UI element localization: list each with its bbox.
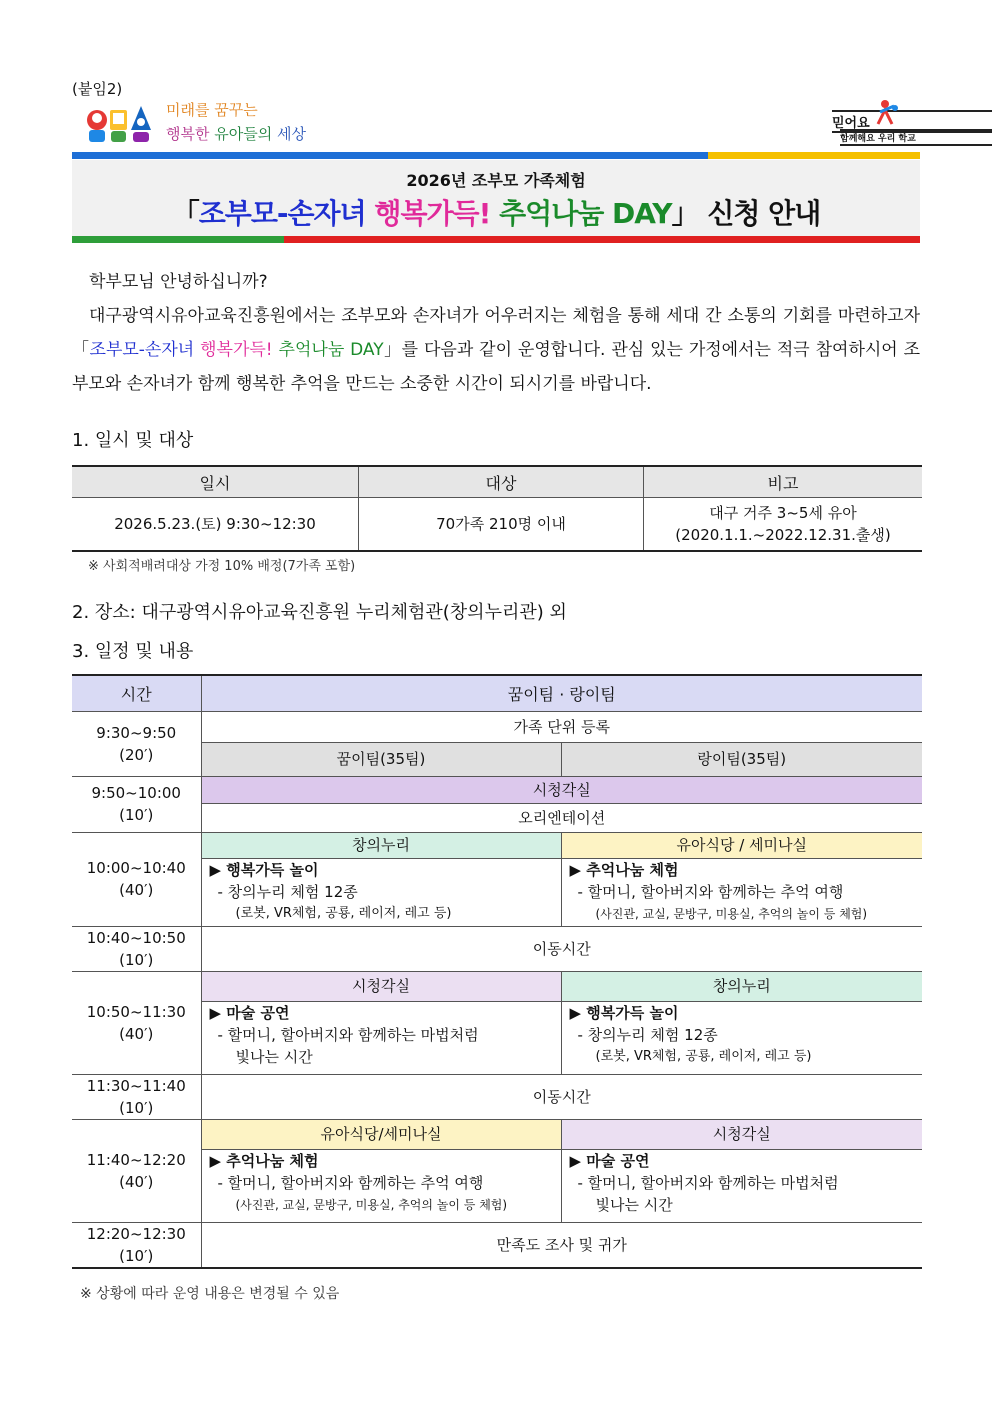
time-cell-4 — [72, 926, 201, 971]
duration: (40′) — [119, 1024, 154, 1043]
col-target: 대상 — [359, 466, 644, 498]
intro-quote-close: 」 — [383, 340, 402, 360]
section2-heading: 2. 장소: 대구광역시유아교육진흥원 누리체험관(창의누리관) 외 — [72, 602, 567, 623]
activity-extra: 빛나는 시간 — [235, 1047, 313, 1066]
time-cell-1 — [72, 711, 201, 776]
time: 11:30~11:40 — [86, 1076, 186, 1095]
top-color-bar — [72, 152, 920, 159]
moving-time-cell: 이동시간 — [201, 926, 922, 971]
activity-title: ▶ 추억나눔 체험 — [210, 1150, 561, 1172]
activity-title: ▶ 추억나눔 체험 — [570, 859, 923, 881]
activity-desc: - 할머니, 할아버지와 함께하는 추억 여행 — [577, 882, 844, 901]
slogan-word-children: 유아들의 — [214, 125, 273, 143]
duration: (10′) — [119, 1098, 154, 1117]
intro-event-part3: 추억나눔 DAY — [278, 340, 384, 360]
place-b: 시청각실 — [561, 1119, 922, 1149]
activity-extra: 빛나는 시간 — [595, 1195, 673, 1214]
activity-title: ▶ 마술 공연 — [210, 1002, 561, 1024]
place-a: 유아식당/세미나실 — [201, 1119, 561, 1149]
slogan-word-happy: 행복한 — [166, 125, 210, 143]
activity-b — [561, 1001, 922, 1074]
title-close-bracket: 」 — [671, 197, 699, 230]
section3-heading: 3. 일정 및 내용 — [72, 641, 194, 662]
section1-heading: 1. 일시 및 대상 — [72, 430, 194, 451]
time-cell-6 — [72, 1074, 201, 1119]
remark-line1: 대구 거주 3~5세 유아 — [709, 504, 857, 522]
intro-body-1: 대구광역시유아교육진흥원에서는 조부모와 손자녀가 어우러지는 체험을 통해 세대 간 소통의 기회를 마련하고자 — [89, 306, 920, 326]
activity-desc: - 창의누리 체험 12종 — [577, 1025, 718, 1044]
intro-event-part1: 조부모-손자녀 — [89, 340, 195, 360]
activity-title: ▶ 마술 공연 — [570, 1150, 923, 1172]
greeting: 학부모님 안녕하십니까? — [89, 272, 268, 292]
target-value: 70가족 210명 이내 — [359, 498, 644, 552]
section1-note: ※ 사회적배려대상 가정 10% 배정(7가족 포함) — [88, 559, 356, 574]
time: 12:20~12:30 — [86, 1224, 186, 1243]
col-date: 일시 — [72, 466, 359, 498]
activity-b — [561, 1149, 922, 1222]
activity-title: ▶ 행복가득 놀이 — [210, 859, 561, 881]
duration: (40′) — [119, 1172, 154, 1191]
slogan-word-world: 세상 — [277, 125, 306, 143]
brand-line1: 믿어요 — [832, 110, 992, 133]
team-b-header: 랑이팀(35팀) — [561, 742, 922, 776]
activity-b — [561, 858, 922, 926]
registration-cell: 가족 단위 등록 — [201, 711, 922, 742]
time: 10:00~10:40 — [86, 859, 186, 877]
time-cell-3 — [72, 832, 201, 926]
activity-desc: - 할머니, 할아버지와 함께하는 마법처럼 — [577, 1173, 839, 1192]
time-cell-2 — [72, 776, 201, 832]
col-teams: 꿈이팀 · 랑이팀 — [201, 675, 922, 711]
activity-title: ▶ 행복가득 놀이 — [570, 1002, 923, 1024]
activity-desc: - 창의누리 체험 12종 — [217, 882, 358, 901]
place-cell: 시청각실 — [201, 776, 922, 803]
col-remark: 비고 — [644, 466, 923, 498]
duration: (10′) — [119, 806, 154, 824]
duration: (40′) — [119, 881, 154, 899]
people-icon — [876, 98, 900, 126]
activity-extra: (사진관, 교실, 문방구, 미용실, 추억의 놀이 등 체험) — [595, 906, 868, 921]
brand-line2: 함께해요 우리 학교 — [840, 129, 992, 146]
duration: (10′) — [119, 1246, 154, 1265]
duration: (10′) — [119, 950, 154, 969]
intro-text — [72, 265, 920, 401]
kids-mascot-logo — [85, 98, 151, 144]
schedule-note: ※ 상황에 따라 운영 내용은 변경될 수 있음 — [80, 1286, 340, 1302]
moving-time-cell: 이동시간 — [201, 1074, 922, 1119]
title-part1: 조부모-손자녀 — [198, 197, 366, 230]
slogan-line1: 미래를 꿈꾸는 — [166, 101, 258, 119]
place-a: 창의누리 — [201, 832, 561, 858]
intro-body-2: 를 다음과 같이 운영합니다. 관심 있는 가정에서는 적극 참여하시어 조부모와 손자녀가 함께 행복한 추억을 만드는 소중한 시간이 되시기를 바랍니다. — [72, 340, 921, 394]
remark-value — [644, 498, 923, 552]
activity-extra: (로봇, VR체험, 공룡, 레이저, 레고 등) — [235, 905, 452, 921]
banner-subtitle: 2026년 조부모 가족체험 — [406, 171, 586, 190]
title-open-bracket: 「 — [171, 197, 199, 230]
time: 10:40~10:50 — [86, 928, 186, 947]
attachment-label: (붙임2) — [72, 80, 123, 98]
survey-cell: 만족도 조사 및 귀가 — [201, 1222, 922, 1268]
place-a: 시청각실 — [201, 971, 561, 1001]
orientation-cell: 오리엔테이션 — [201, 803, 922, 832]
remark-line2: (2020.1.1.~2022.12.31.출생) — [675, 526, 891, 544]
intro-event-part2: 행복가득! — [200, 340, 273, 360]
place-b: 유아식당 / 세미나실 — [561, 832, 922, 858]
place-b: 창의누리 — [561, 971, 922, 1001]
banner-title — [72, 192, 920, 232]
activity-desc: - 할머니, 할아버지와 함께하는 추억 여행 — [217, 1173, 484, 1192]
time: 9:30~9:50 — [96, 723, 177, 742]
title-part3: 추억나눔 DAY — [499, 197, 672, 230]
brand-logo — [832, 98, 922, 144]
title-part2: 행복가득! — [374, 197, 491, 230]
title-banner — [72, 160, 920, 236]
activity-a — [201, 1149, 561, 1222]
time-cell-7 — [72, 1119, 201, 1222]
date-value: 2026.5.23.(토) 9:30~12:30 — [72, 498, 359, 552]
intro-body — [72, 299, 920, 401]
title-tail: 신청 안내 — [707, 197, 821, 230]
bottom-color-bar — [72, 236, 920, 243]
intro-quote-open: 「 — [72, 340, 90, 360]
slogan — [166, 98, 306, 146]
time: 9:50~10:00 — [91, 784, 181, 802]
time: 11:40~12:20 — [86, 1150, 186, 1169]
duration: (20′) — [119, 745, 154, 764]
activity-extra: (사진관, 교실, 문방구, 미용실, 추억의 놀이 등 체험) — [235, 1197, 508, 1212]
activity-desc: - 할머니, 할아버지와 함께하는 마법처럼 — [217, 1025, 479, 1044]
schedule-overview-table — [72, 465, 922, 552]
time-cell-8 — [72, 1222, 201, 1268]
program-schedule-table — [72, 674, 922, 1269]
activity-a — [201, 1001, 561, 1074]
team-a-header: 꿈이팀(35팀) — [201, 742, 561, 776]
activity-extra: (로봇, VR체험, 공룡, 레이저, 레고 등) — [595, 1048, 812, 1064]
time: 10:50~11:30 — [86, 1002, 186, 1021]
activity-a — [201, 858, 561, 926]
time-cell-5 — [72, 971, 201, 1074]
col-time: 시간 — [72, 675, 201, 711]
